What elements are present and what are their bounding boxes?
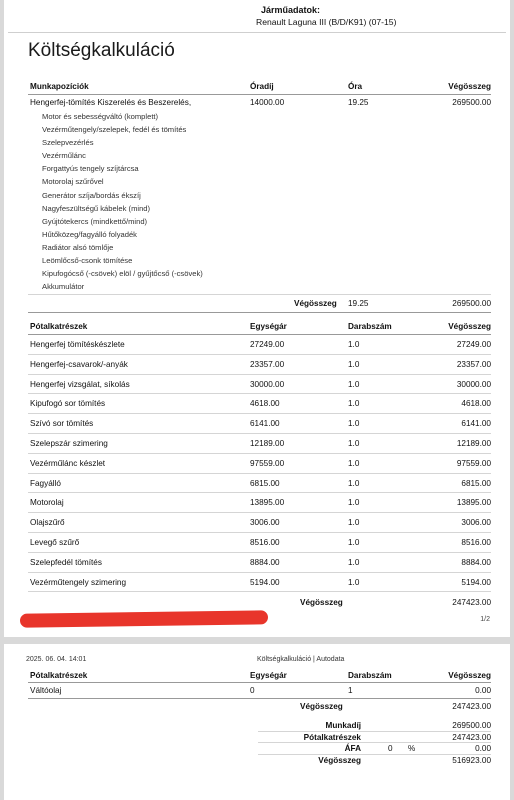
table-row bbox=[28, 573, 491, 593]
summary-row bbox=[258, 720, 491, 732]
table-row bbox=[28, 683, 491, 699]
labor-header-row bbox=[28, 82, 491, 95]
summary-label: Végösszeg bbox=[318, 755, 361, 765]
labor-sub-item: Akkumulátor bbox=[28, 282, 491, 295]
vehicle-value: Renault Laguna III (B/D/K91) (07-15) bbox=[256, 17, 397, 27]
labor-main-row bbox=[28, 98, 491, 112]
part-price: 6141.00 bbox=[250, 419, 280, 429]
part-price: 8516.00 bbox=[250, 537, 280, 547]
page-title: Költségkalkuláció bbox=[28, 40, 175, 61]
parts-total-row bbox=[28, 592, 491, 612]
parts-header-row bbox=[28, 322, 491, 335]
part-name: Levegő szűrő bbox=[30, 537, 80, 547]
part-price: 6815.00 bbox=[250, 478, 280, 488]
summary-value: 247423.00 bbox=[452, 732, 491, 742]
labor-sub-list bbox=[28, 112, 491, 295]
table-row bbox=[28, 414, 491, 434]
table-row bbox=[28, 493, 491, 513]
parts-table-cont bbox=[28, 671, 491, 713]
part-name: Motorolaj bbox=[30, 498, 64, 508]
part-name: Fagyálló bbox=[30, 478, 61, 488]
summary-value: 516923.00 bbox=[452, 755, 491, 765]
summary-table bbox=[258, 720, 491, 766]
part-name: Hengerfej vizsgálat, síkolás bbox=[30, 379, 130, 389]
labor-col-position: Munkapozíciók bbox=[30, 82, 89, 91]
part-qty: 1.0 bbox=[348, 419, 360, 429]
part-price: 4618.00 bbox=[250, 399, 280, 409]
labor-col-rate: Óradíj bbox=[250, 82, 274, 91]
parts-col-qty: Darabszám bbox=[348, 322, 392, 331]
labor-sub-item: Generátor szíja/bordás ékszíj bbox=[42, 190, 141, 200]
vat-rate: 0 bbox=[388, 744, 393, 753]
part-name: Olajszűrő bbox=[30, 518, 65, 528]
print-date: 2025. 06. 04. 14:01 bbox=[26, 656, 87, 663]
labor-sub-item: Leömlőcső-csonk tömítése bbox=[42, 256, 133, 266]
parts2-col-total: Végösszeg bbox=[448, 671, 491, 680]
labor-total-label: Végösszeg bbox=[294, 299, 337, 309]
part-qty: 1.0 bbox=[348, 379, 360, 389]
part-name: Szelepfedél tömítés bbox=[30, 557, 102, 567]
page-number: 1/2 bbox=[480, 616, 490, 623]
part-name: Hengerfej-csavarok/-anyák bbox=[30, 359, 128, 369]
part-qty: 1.0 bbox=[348, 438, 360, 448]
part-price: 3006.00 bbox=[250, 518, 280, 528]
part-name: Vezérműlánc készlet bbox=[30, 458, 106, 468]
parts-rows bbox=[28, 335, 491, 592]
part-name: Szívó sor tömítés bbox=[30, 419, 94, 429]
part-total: 30000.00 bbox=[456, 379, 491, 389]
part-total: 12189.00 bbox=[456, 438, 491, 448]
summary-label: Munkadíj bbox=[325, 721, 361, 730]
part-total: 6141.00 bbox=[461, 419, 491, 429]
labor-sub-item: Motor és sebességváltó (komplett) bbox=[42, 112, 159, 121]
part-total: 97559.00 bbox=[456, 458, 491, 468]
table-row bbox=[28, 394, 491, 414]
parts-total-value: 247423.00 bbox=[452, 598, 491, 608]
summary-value: 0.00 bbox=[475, 744, 491, 753]
part-name: Kipufogó sor tömítés bbox=[30, 399, 106, 409]
parts2-total-row bbox=[28, 699, 491, 713]
labor-col-total: Végösszeg bbox=[448, 82, 491, 91]
part-qty: 1.0 bbox=[348, 518, 360, 528]
parts-total-label: Végösszeg bbox=[300, 598, 343, 608]
parts2-col-price: Egységár bbox=[250, 671, 287, 680]
part-qty: 1.0 bbox=[348, 458, 360, 468]
parts2-col-name: Pótalkatrészek bbox=[30, 671, 88, 680]
part-qty: 1.0 bbox=[348, 359, 360, 369]
part-qty: 1.0 bbox=[348, 577, 360, 587]
labor-sub-item: Motorolaj szűrővel bbox=[42, 177, 104, 187]
part-price: 12189.00 bbox=[250, 438, 285, 448]
part-qty: 1.0 bbox=[348, 340, 360, 349]
part-qty: 1.0 bbox=[348, 537, 360, 547]
parts-col-total: Végösszeg bbox=[448, 322, 491, 331]
part-price: 13895.00 bbox=[250, 498, 285, 508]
summary-row bbox=[258, 743, 491, 755]
labor-sub-item: Forgattyús tengely szíjtárcsa bbox=[42, 164, 139, 174]
part-name: Váltóolaj bbox=[30, 686, 62, 695]
part-name: Vezérműtengely szimering bbox=[30, 577, 127, 587]
part-name: Szelepszár szimering bbox=[30, 438, 108, 448]
table-row bbox=[28, 355, 491, 375]
labor-sub-item: Radiátor alsó tömlője bbox=[42, 242, 114, 252]
part-price: 5194.00 bbox=[250, 577, 280, 587]
summary-label: ÁFA bbox=[344, 744, 361, 753]
labor-main-rate: 14000.00 bbox=[250, 98, 285, 107]
labor-total-value: 269500.00 bbox=[452, 299, 491, 309]
part-price: 97559.00 bbox=[250, 458, 285, 468]
table-row bbox=[28, 533, 491, 553]
vat-unit: % bbox=[408, 744, 416, 753]
parts2-header-row bbox=[28, 671, 491, 683]
part-qty: 1.0 bbox=[348, 399, 360, 409]
redaction-mark bbox=[20, 610, 268, 627]
labor-main-hours: 19.25 bbox=[348, 98, 369, 107]
document-page-1 bbox=[4, 0, 510, 637]
table-row bbox=[28, 375, 491, 395]
print-header: Költségkalkuláció | Autodata bbox=[257, 656, 345, 663]
part-total: 0.00 bbox=[475, 686, 491, 695]
table-row bbox=[28, 335, 491, 355]
part-qty: 1.0 bbox=[348, 498, 360, 508]
summary-row bbox=[258, 732, 491, 744]
part-price: 0 bbox=[250, 686, 255, 695]
parts2-total-label: Végösszeg bbox=[300, 702, 343, 711]
labor-sub-item: Gyújtótekercs (mindkettő/mind) bbox=[42, 216, 148, 226]
part-qty: 1 bbox=[348, 686, 353, 695]
top-divider bbox=[8, 32, 506, 33]
labor-sub-item: Vezérműlánc bbox=[42, 151, 86, 161]
table-row bbox=[28, 513, 491, 533]
table-row bbox=[28, 454, 491, 474]
part-qty: 1.0 bbox=[348, 557, 360, 567]
part-total: 27249.00 bbox=[456, 340, 491, 349]
part-total: 5194.00 bbox=[461, 577, 491, 587]
labor-table bbox=[28, 82, 491, 313]
part-price: 27249.00 bbox=[250, 340, 285, 349]
part-qty: 1.0 bbox=[348, 478, 360, 488]
table-row bbox=[28, 434, 491, 454]
labor-total-hours: 19.25 bbox=[348, 299, 369, 309]
labor-main-name: Hengerfej-tömítés Kiszerelés és Beszerelés, bbox=[30, 98, 192, 107]
part-price: 23357.00 bbox=[250, 359, 285, 369]
labor-sub-item: Kipufogócső (-csövek) elöl / gyűjtőcső (-csövek) bbox=[42, 269, 203, 279]
parts-table bbox=[28, 322, 491, 612]
table-row bbox=[28, 553, 491, 573]
part-total: 8884.00 bbox=[461, 557, 491, 567]
table-row bbox=[28, 474, 491, 494]
labor-sub-item: Vezérműtengely/szelepek, fedél és tömítés bbox=[42, 125, 187, 135]
labor-main-total: 269500.00 bbox=[452, 98, 491, 107]
part-total: 8516.00 bbox=[461, 537, 491, 547]
labor-total-row bbox=[28, 295, 491, 313]
parts-col-name: Pótalkatrészek bbox=[30, 322, 88, 331]
part-total: 6815.00 bbox=[461, 478, 491, 488]
summary-value: 269500.00 bbox=[452, 721, 491, 730]
part-total: 3006.00 bbox=[461, 518, 491, 528]
labor-sub-item: Szelepvezérlés bbox=[42, 138, 94, 148]
part-total: 13895.00 bbox=[456, 498, 491, 508]
part-total: 23357.00 bbox=[456, 359, 491, 369]
parts2-col-qty: Darabszám bbox=[348, 671, 392, 680]
labor-col-hours: Óra bbox=[348, 82, 363, 91]
summary-row bbox=[258, 755, 491, 767]
part-total: 4618.00 bbox=[461, 399, 491, 409]
vehicle-label: Járműadatok: bbox=[261, 5, 321, 15]
part-name: Hengerfej tömítéskészlete bbox=[30, 340, 125, 349]
document-page-2 bbox=[4, 644, 510, 800]
labor-sub-item: Nagyfeszültségű kábelek (mind) bbox=[42, 203, 151, 213]
part-price: 30000.00 bbox=[250, 379, 285, 389]
parts-col-price: Egységár bbox=[250, 322, 287, 331]
summary-label: Pótalkatrészek bbox=[303, 732, 361, 742]
part-price: 8884.00 bbox=[250, 557, 280, 567]
labor-sub-item: Hűtőközeg/fagyálló folyadék bbox=[42, 229, 137, 239]
parts2-total-value: 247423.00 bbox=[452, 702, 491, 711]
